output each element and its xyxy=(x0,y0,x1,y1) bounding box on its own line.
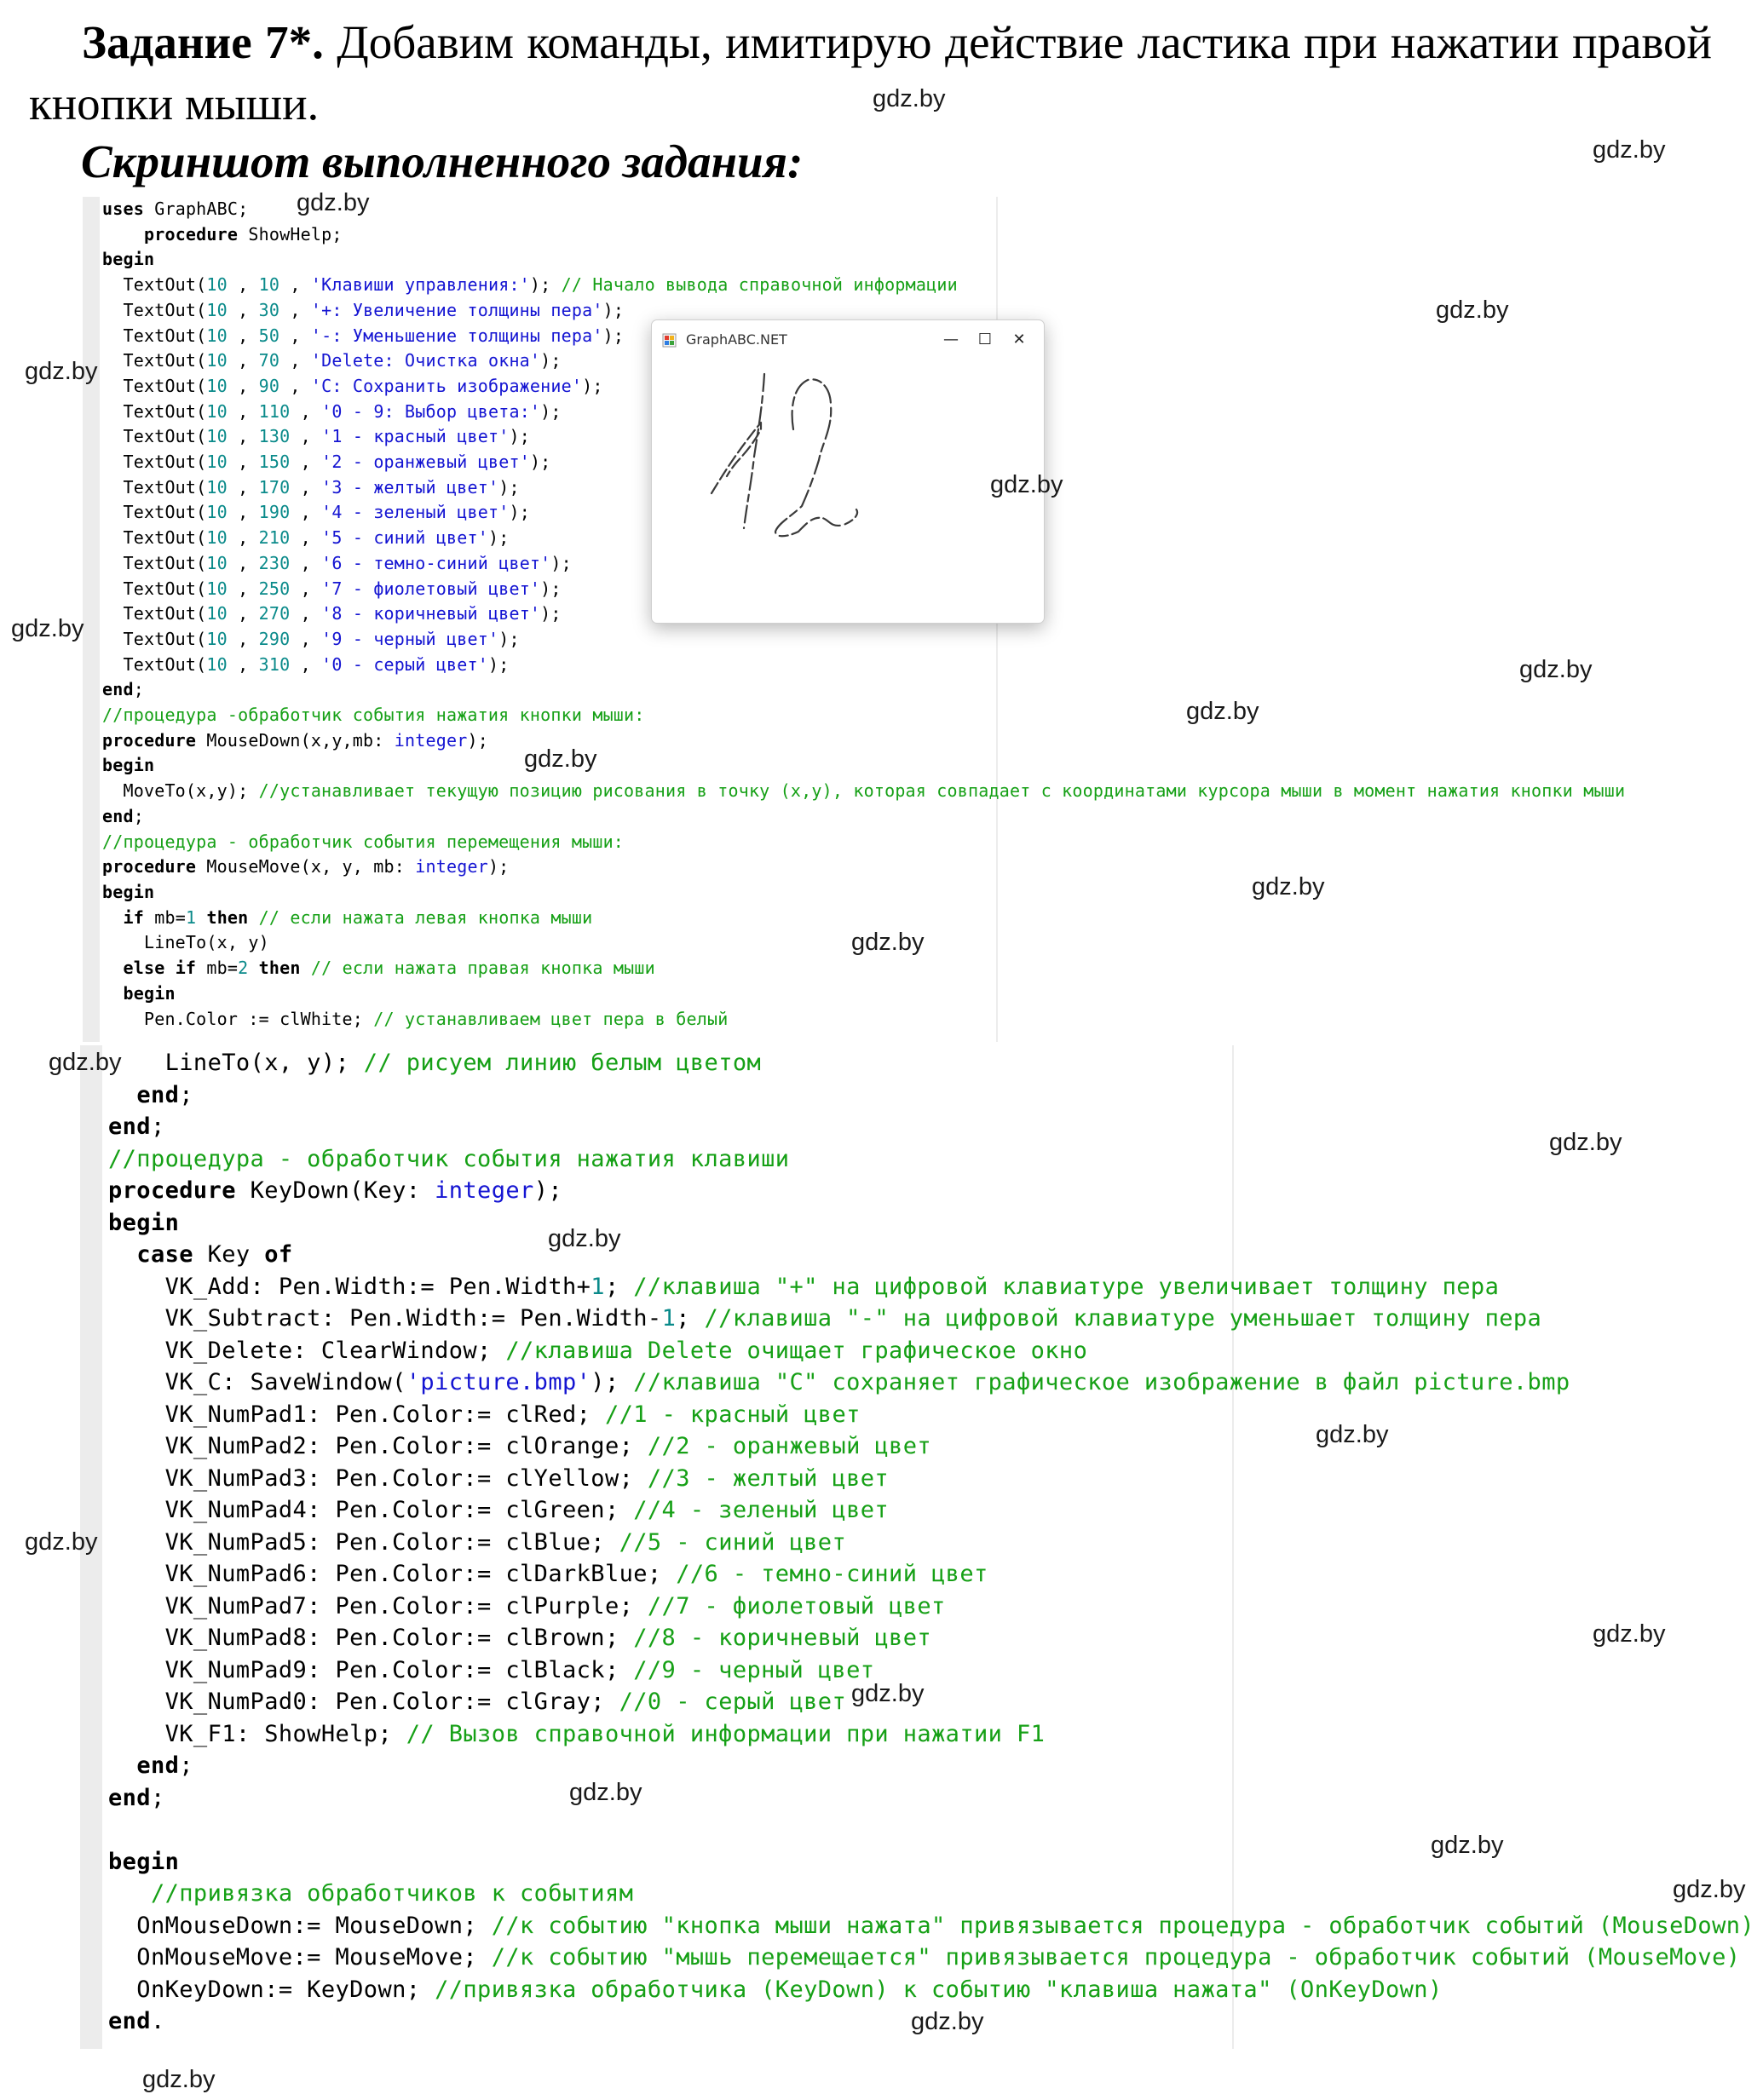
code-line: VK_NumPad0: Pen.Color:= clGray; //0 - серый цвет xyxy=(108,1689,847,1715)
watermark: gdz.by xyxy=(851,929,925,956)
code-line: VK_NumPad4: Pen.Color:= clGreen; //4 - зеленый цвет xyxy=(108,1497,890,1523)
watermark: gdz.by xyxy=(142,2066,216,2093)
task-text: Добавим команды, имитирую действие ластика при нажатии правой кнопки мыши. xyxy=(29,16,1712,129)
code-line: VK_NumPad2: Pen.Color:= clOrange; //2 - оранжевый цвет xyxy=(108,1433,932,1459)
code-line: //процедура -обработчик события нажатия кнопки мыши: xyxy=(102,705,645,726)
code-line: else if mb=2 then // если нажата правая кнопка мыши xyxy=(123,958,655,979)
code-line: begin xyxy=(123,982,176,1004)
task-label: Задание 7*. xyxy=(82,16,324,68)
watermark: gdz.by xyxy=(1593,136,1666,164)
code-listing-bottom xyxy=(108,1047,1754,2038)
watermark: gdz.by xyxy=(297,189,370,216)
code-line: OnMouseDown:= MouseDown; //к событию "кнопка мыши нажата" привязывается процедура - обработчик событий (MouseDown) xyxy=(108,1912,1755,1939)
code-line: TextOut(10 , 210 , '5 - синий цвет'); xyxy=(102,527,510,549)
code-line: end; xyxy=(102,679,144,700)
watermark: gdz.by xyxy=(1673,1876,1746,1903)
code-line: TextOut(10 , 230 , '6 - темно-синий цвет'); xyxy=(102,552,572,573)
watermark: gdz.by xyxy=(11,615,84,642)
code-line: VK_Add: Pen.Width:= Pen.Width+1; //клавиша "+" на цифровой клавиатуре увеличивает толщину пера xyxy=(108,1273,1500,1300)
code-line: end; xyxy=(136,1081,193,1108)
code-line: end; xyxy=(108,1113,165,1140)
code-line: VK_NumPad7: Pen.Color:= clPurple; //7 - фиолетовый цвет xyxy=(108,1592,946,1620)
code-line: TextOut(10 , 310 , '0 - серый цвет'); xyxy=(102,653,510,675)
code-line: LineTo(x, y) xyxy=(102,932,269,953)
watermark: gdz.by xyxy=(873,85,946,112)
code-line: TextOut(10 , 250 , '7 - фиолетовый цвет'); xyxy=(102,578,562,599)
code-line: TextOut(10 , 170 , '3 - желтый цвет'); xyxy=(102,476,520,498)
watermark: gdz.by xyxy=(990,471,1063,498)
code-line: VK_NumPad1: Pen.Color:= clRed; //1 - красный цвет xyxy=(108,1401,861,1428)
code-line: case Key of xyxy=(136,1241,293,1268)
watermark: gdz.by xyxy=(851,1680,925,1707)
code-line: TextOut(10 , 50 , '-: Уменьшение толщины пера'); xyxy=(102,325,625,346)
code-line: end; xyxy=(136,1752,193,1779)
watermark: gdz.by xyxy=(911,2008,984,2035)
code-line: TextOut(10 , 110 , '0 - 9: Выбор цвета:'); xyxy=(102,400,562,422)
watermark: gdz.by xyxy=(49,1049,122,1076)
minimize-button[interactable]: — xyxy=(943,331,959,348)
graphabc-titlebar[interactable] xyxy=(652,320,1044,361)
drawing-stroke-2 xyxy=(775,379,857,536)
code-line: VK_NumPad5: Pen.Color:= clBlue; //5 - синий цвет xyxy=(108,1528,847,1556)
code-line: end; xyxy=(102,805,144,826)
watermark: gdz.by xyxy=(1186,698,1259,725)
code-line: if mb=1 then // если нажата левая кнопка мыши xyxy=(123,906,593,928)
code-line: begin xyxy=(102,249,155,270)
code-line: TextOut(10 , 270 , '8 - коричневый цвет'); xyxy=(102,603,562,624)
watermark: gdz.by xyxy=(1431,1832,1504,1859)
code-line: begin xyxy=(102,881,155,902)
code-line: begin xyxy=(108,1848,180,1875)
code-line: begin xyxy=(102,755,155,776)
code-line: uses GraphABC; xyxy=(102,198,249,219)
watermark: gdz.by xyxy=(1436,296,1509,324)
code-line: VK_C: SaveWindow('picture.bmp'); //клавиша "C" сохраняет графическое изображение в файл picture.bmp xyxy=(108,1369,1570,1395)
watermark: gdz.by xyxy=(524,745,597,773)
graphabc-drawing-canvas[interactable] xyxy=(652,361,1044,622)
code-line: Pen.Color := clWhite; // устанавливаем цвет пера в белый xyxy=(102,1008,729,1029)
code-line: //процедура - обработчик события перемещения мыши: xyxy=(102,831,625,852)
code-line: end. xyxy=(108,2008,165,2034)
code-line: TextOut(10 , 30 , '+: Увеличение толщины пера'); xyxy=(102,299,625,320)
graphabc-logo-icon xyxy=(663,334,676,347)
watermark: gdz.by xyxy=(548,1225,621,1252)
watermark: gdz.by xyxy=(1519,656,1593,683)
code-line: TextOut(10 , 10 , 'Клавиши управления:'); // Начало вывода справочной информации xyxy=(102,274,958,296)
code-line: VK_Delete: ClearWindow; //клавиша Delete очищает графическое окно xyxy=(108,1337,1088,1364)
graphabc-window[interactable] xyxy=(651,319,1045,624)
code-line: OnKeyDown:= KeyDown; //привязка обработчика (KeyDown) к событию "клавиша нажата" (OnKeyDown) xyxy=(108,1976,1443,2003)
close-button[interactable]: ✕ xyxy=(1012,331,1026,348)
code-line: procedure ShowHelp; xyxy=(143,223,343,245)
code-line: begin xyxy=(108,1209,180,1236)
watermark: gdz.by xyxy=(1549,1129,1622,1156)
graphabc-window-title: GraphABC.NET xyxy=(686,331,787,348)
code-line: VK_NumPad8: Pen.Color:= clBrown; //8 - коричневый цвет xyxy=(108,1625,932,1651)
code-line: //процедура - обработчик события нажатия клавиши xyxy=(108,1145,790,1172)
code-line: TextOut(10 , 150 , '2 - оранжевый цвет'); xyxy=(102,452,551,473)
watermark: gdz.by xyxy=(1593,1620,1666,1648)
code-line: end; xyxy=(108,1784,165,1811)
code-line: VK_NumPad3: Pen.Color:= clYellow; //3 - желтый цвет xyxy=(108,1464,890,1492)
code-line: procedure KeyDown(Key: integer); xyxy=(108,1177,562,1204)
watermark: gdz.by xyxy=(1252,873,1325,900)
code-line: TextOut(10 , 190 , '4 - зеленый цвет'); xyxy=(102,502,530,523)
code-line: TextOut(10 , 290 , '9 - черный цвет'); xyxy=(102,628,520,649)
code-line: TextOut(10 , 130 , '1 - красный цвет'); xyxy=(102,426,530,447)
code-line: procedure MouseDown(x,y,mb: integer); xyxy=(102,729,488,751)
watermark: gdz.by xyxy=(25,1528,98,1556)
code-line: VK_NumPad6: Pen.Color:= clDarkBlue; //6 - темно-синий цвет xyxy=(108,1561,988,1587)
task-statement xyxy=(29,12,1712,135)
code-line: MoveTo(x,y); //устанавливает текущую позицию рисования в точку (x,y), которая совпадает с координатами курсора мыши в момент нажатия кнопки мыши xyxy=(102,780,1626,802)
code-line: VK_Subtract: Pen.Width:= Pen.Width-1; //клавиша "-" на цифровой клавиатуре уменьшает толщину пера xyxy=(108,1305,1542,1332)
code-line: //привязка обработчиков к событиям xyxy=(136,1880,634,1907)
maximize-button[interactable]: ☐ xyxy=(977,331,993,348)
code-line: LineTo(x, y); // рисуем линию белым цветом xyxy=(108,1050,762,1076)
code-line xyxy=(108,1814,1754,1846)
watermark: gdz.by xyxy=(569,1779,642,1806)
code-line: VK_F1: ShowHelp; // Вызов справочной информации при нажатии F1 xyxy=(108,1720,1046,1747)
code-line: TextOut(10 , 70 , 'Delete: Очистка окна'); xyxy=(102,350,562,371)
watermark: gdz.by xyxy=(25,358,98,385)
code-line: TextOut(10 , 90 , 'C: Сохранить изображение'); xyxy=(102,375,603,396)
watermark: gdz.by xyxy=(1316,1421,1389,1448)
screenshot-subtitle: Скриншот выполненного задания: xyxy=(81,135,804,187)
editor-gutter xyxy=(83,197,100,1042)
drawing-stroke-1-diagonal xyxy=(712,423,761,493)
code-line: OnMouseMove:= MouseMove; //к событию "мышь перемещается" привязывается процедура - обработчик событий (MouseMove) xyxy=(108,1944,1741,1971)
code-line: procedure MouseMove(x, y, mb: integer); xyxy=(102,856,510,877)
code-line: VK_NumPad9: Pen.Color:= clBlack; //9 - черный цвет xyxy=(108,1656,875,1683)
